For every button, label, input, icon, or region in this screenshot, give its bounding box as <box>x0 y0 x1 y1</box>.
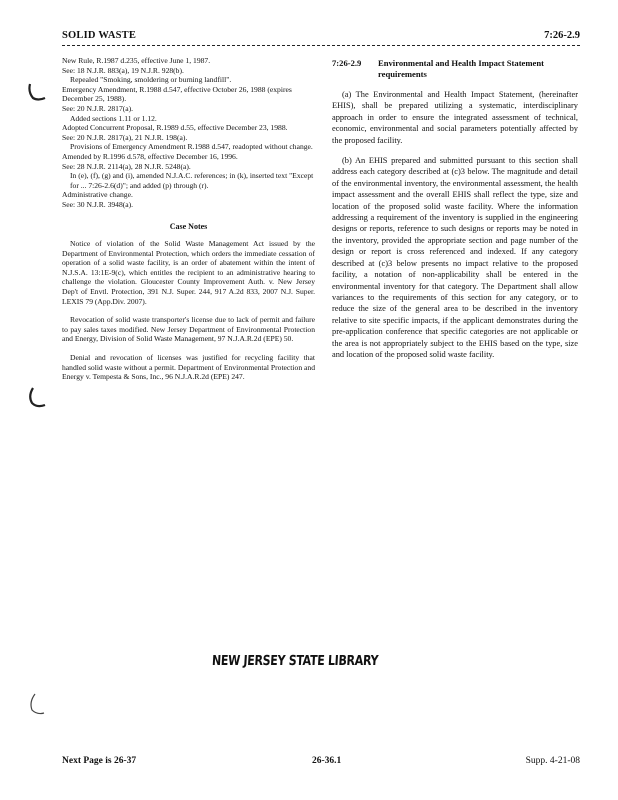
history-line: Adopted Concurrent Proposal, R.1989 d.55, effective December 23, 1988. <box>62 123 288 133</box>
section-title: Environmental and Health Impact Statement requirements <box>378 58 544 79</box>
history-line: See: 20 N.J.R. 2817(a). <box>62 103 134 113</box>
history-line: See: 20 N.J.R. 2817(a), 21 N.J.R. 198(a). <box>62 132 188 142</box>
case-notes-title: Case Notes <box>169 221 208 231</box>
header-rule <box>62 45 580 46</box>
history-line: Provisions of Emergency Amendment R.1988 d.547, readopted without change. <box>70 142 313 152</box>
history-line: Administrative change. <box>62 190 133 200</box>
history-line: In (e), (f), (g) and (i), amended N.J.A.C. references; in (k), inserted text "Except for ... 7:26-2.6(d)"; and added (p) through (r). <box>70 171 314 190</box>
footer-supplement: Supp. 4-21-08 <box>525 756 580 766</box>
footer-page-number: 26-36.1 <box>312 756 342 766</box>
section-paragraph: (a) The Environmental and Health Impact Statement, (hereinafter EHIS), shall be prepared utilizing a systematic, interdisciplinary approach in order to ensure the integrated assessment of technical, economic, environmental and social parameters potentially affected by the proposed facility. <box>332 90 578 145</box>
binding-hole-mark <box>27 692 47 720</box>
history-line: Emergency Amendment, R.1988 d.547, effective October 26, 1988 (expires December 25, 1988). <box>62 84 292 104</box>
right-column <box>332 58 578 369</box>
case-note: Notice of violation of the Solid Waste Management Act issued by the Department of Environmental Protection, which orders the immediate cessation of operation of a solid waste facility, is an order of abatement within the intent of N.J.S.A. 13:1E-9(c), which entitles the recipient to an administrative hearing to challenge the violation. Gloucester County Improvement Auth. v. New Jersey Dep't of Envtl. Protection, 391 N.J. Super. 244, 917 A.2d 833, 2007 N.J. Super. LEXIS 79 (App.Div. 2007). <box>62 239 315 306</box>
section-heading <box>332 58 578 80</box>
history-line: Repealed "Smoking, smoldering or burning landfill". <box>70 75 232 85</box>
left-column <box>62 56 315 391</box>
history-line: Amended by R.1996 d.578, effective December 16, 1996. <box>62 151 238 161</box>
history-line: Added sections 1.11 or 1.12. <box>70 113 157 123</box>
binding-hole-mark <box>27 78 47 106</box>
page-header-section: 7:26-2.9 <box>544 30 580 41</box>
page-header-title: SOLID WASTE <box>62 30 137 41</box>
history-line: See: 28 N.J.R. 2114(a), 28 N.J.R. 5248(a). <box>62 161 191 171</box>
history-line: New Rule, R.1987 d.235, effective June 1, 1987. <box>62 56 211 65</box>
history-line: See: 18 N.J.R. 883(a), 19 N.J.R. 928(b). <box>62 65 184 75</box>
footer-next-page: Next Page is 26-37 <box>62 756 137 766</box>
binding-hole-mark <box>27 386 47 414</box>
case-note: Denial and revocation of licenses was justified for recycling facility that handled solid waste without a permit. Department of Environmental Protection and Energy v. Tempesta & Sons, Inc., 96 N.J.A.R.2d (EPE) 247. <box>62 353 315 382</box>
case-note: Revocation of solid waste transporter's license due to lack of permit and failure to pay sales taxes modified. New Jersey Department of Environmental Protection and Energy, Division of Solid Waste Management, 97 N.J.A.R.2d (EPE) 50. <box>62 315 315 344</box>
section-paragraph: (b) An EHIS prepared and submitted pursuant to this section shall address each category described at (c)3 below. The magnitude and detail of the environmental inventory, the environmental assessment, the health impact assessment and the overall EHIS shall reflect the type, size and location of the proposed solid waste facility. Where the information addressing a requirement of the inventory is supplied in the engineering designs or reports, reference to such designs or reports may be noted in the inventory, provided the appropriate section and page number of the design or report is cross referenced and indexed. If any category described at (c)3 below presents no impact relative to the proposed facility, a notation of non-applicability shall be entered in the environmental inventory for that category. The Department shall allow variances to the requirements of this section for any category, or to reduce the size of the general area to be described in the inventory relative to site specific impacts, if the applicant demonstrates during the pre-application conference that specific categories are not applicable or the area is not appropriately subject to the EHIS based on the type, size and location of the proposed solid waste facility. <box>332 156 578 359</box>
history-line: See: 30 N.J.R. 3948(a). <box>62 199 134 209</box>
section-number: 7:26-2.9 <box>332 58 362 68</box>
library-stamp: NEW JERSEY STATE LIBRARY <box>211 652 379 669</box>
